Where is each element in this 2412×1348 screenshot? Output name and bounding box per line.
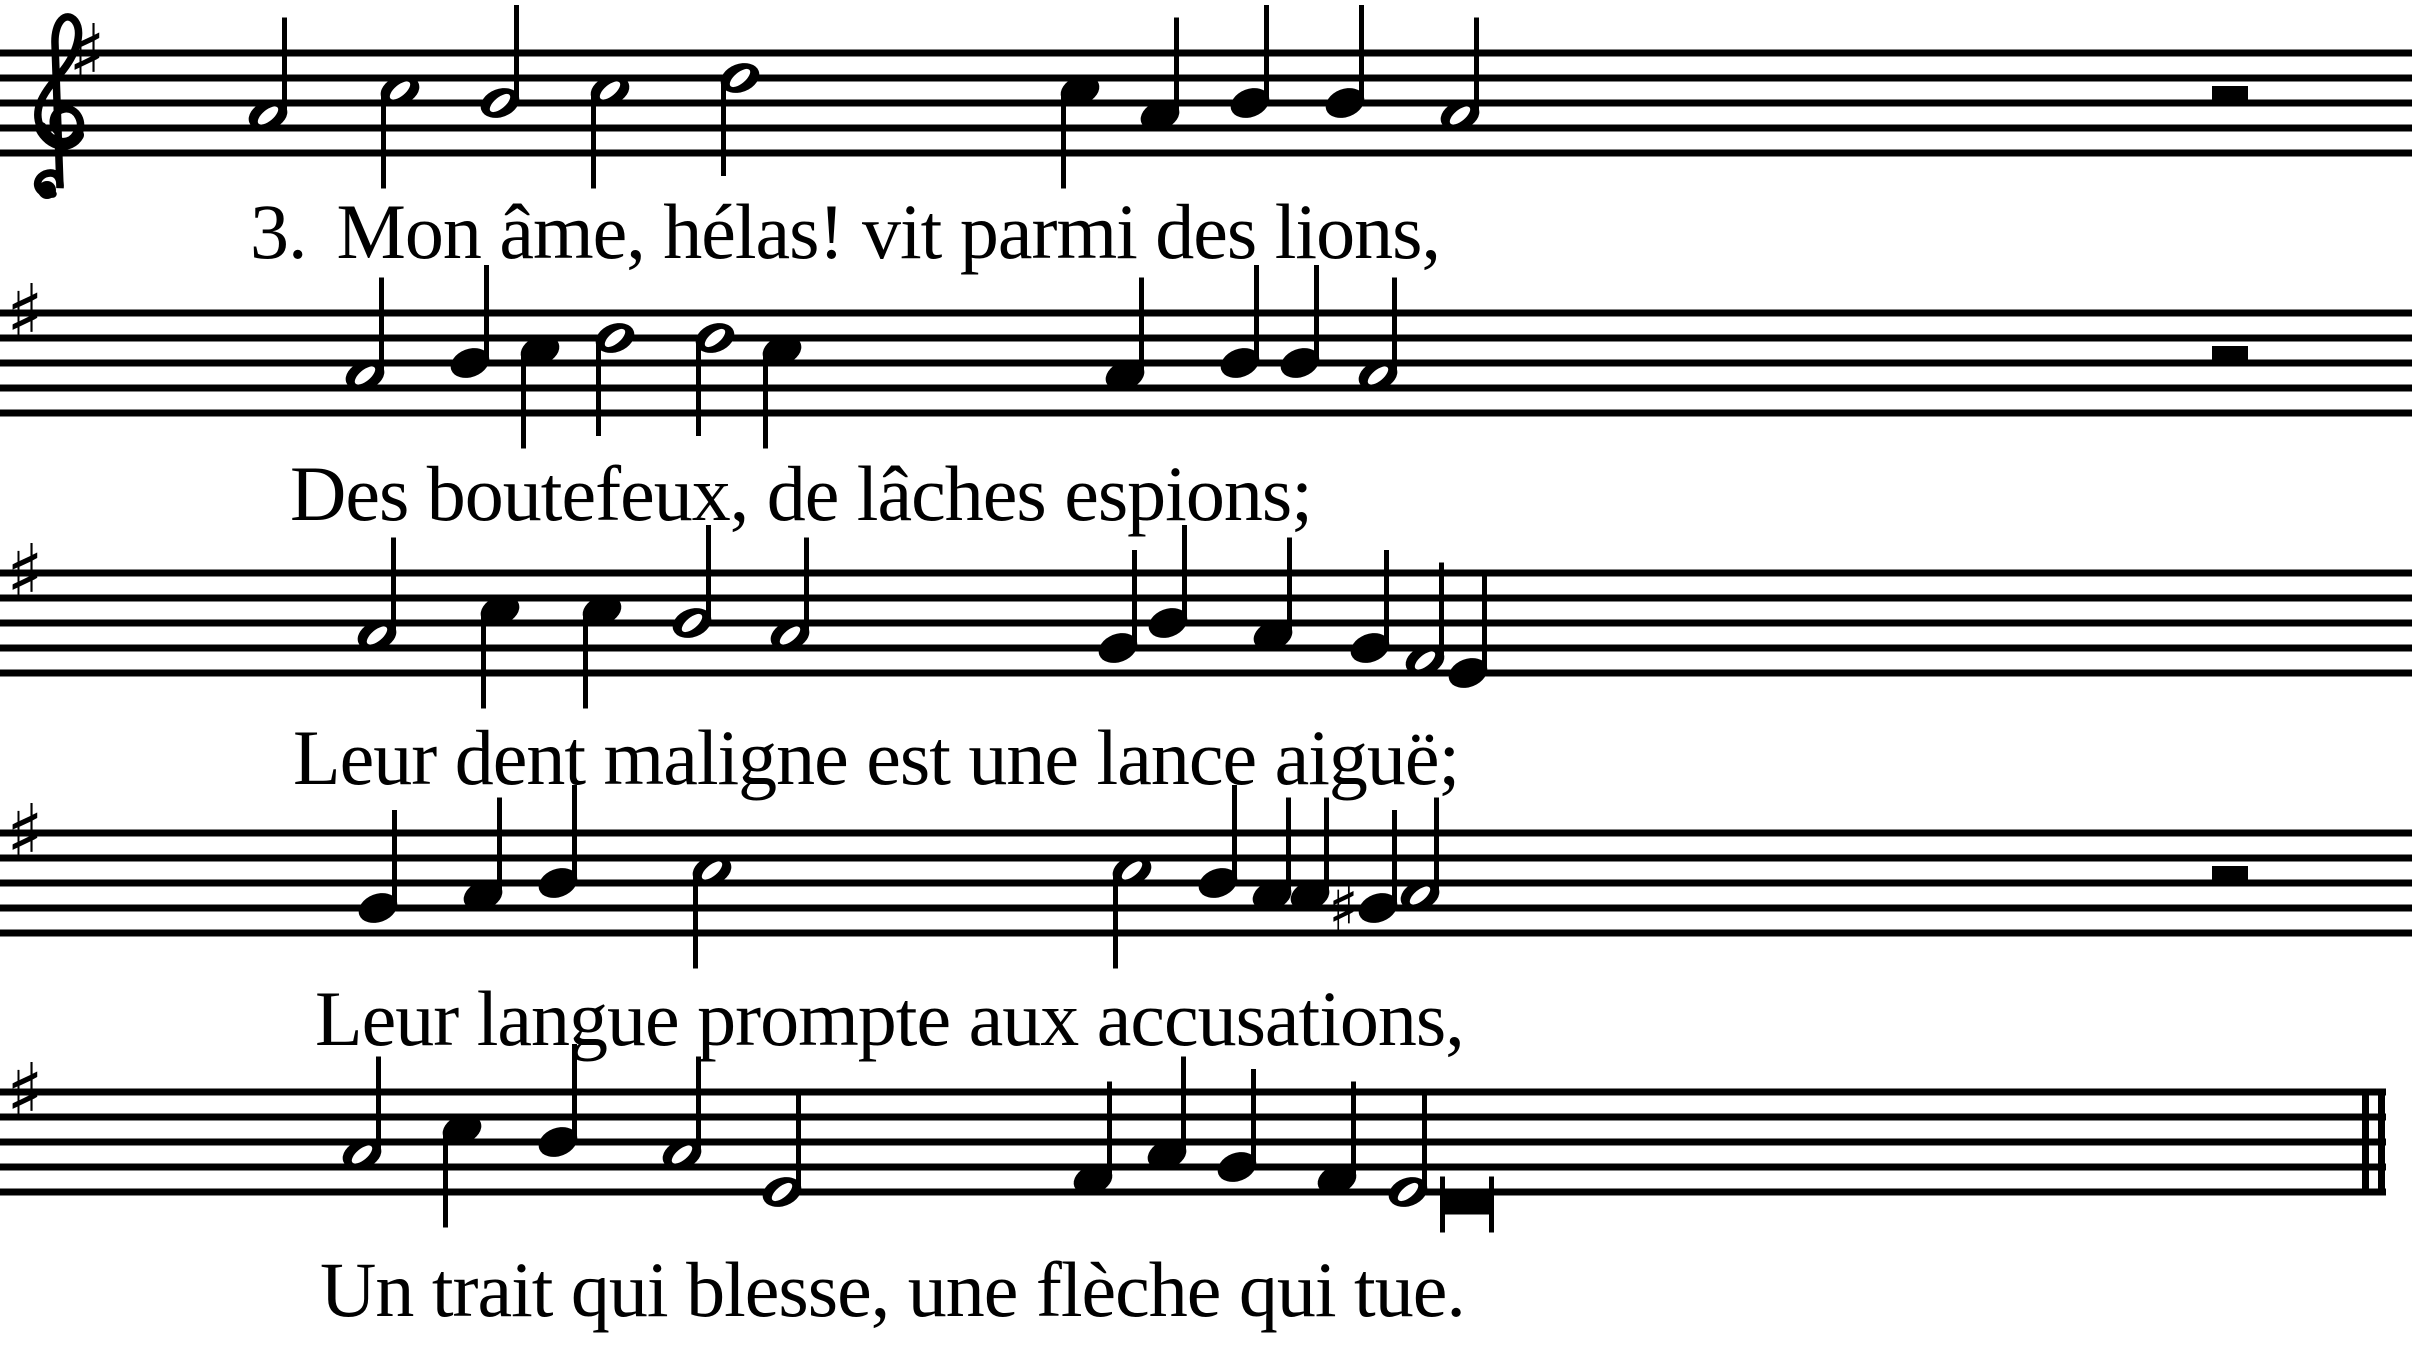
note-stem	[1359, 5, 1364, 101]
lyric-text-5: Un trait qui blesse, une flèche qui tue.	[320, 1246, 1465, 1333]
staff-line	[0, 150, 2412, 157]
note-d5	[691, 318, 738, 436]
key-signature-sharp-icon: ♯	[68, 9, 106, 99]
note-stem	[514, 5, 519, 101]
staff-line	[0, 410, 2412, 417]
staff-line	[0, 335, 2412, 342]
lyric-text-1: Mon âme, hélas! vit parmi des lions,	[336, 188, 1440, 275]
lyric-line-3	[293, 714, 1460, 801]
note-stem	[1113, 873, 1118, 969]
note-stem	[1392, 278, 1397, 374]
staff-line	[0, 50, 2412, 57]
note-stem	[1286, 798, 1291, 894]
note-stem	[693, 873, 698, 969]
lyric-line-2	[290, 450, 1312, 537]
note-stem	[583, 613, 588, 709]
note-stem	[1422, 1094, 1427, 1190]
key-signature-sharp-icon: ♯	[6, 529, 44, 619]
lyric-text-2: Des boutefeux, de lâches espions;	[290, 450, 1312, 537]
staff-line	[0, 670, 2412, 677]
note-stem	[282, 18, 287, 114]
note-e4	[1384, 1094, 1431, 1212]
lyric-line-4	[315, 975, 1464, 1062]
note-stem	[1139, 278, 1144, 374]
note-stem	[591, 93, 596, 189]
half-rest-icon	[2212, 866, 2248, 880]
note-stem	[1254, 265, 1259, 361]
note-b4	[446, 265, 493, 383]
note-stem	[379, 278, 384, 374]
longa-bar	[1440, 1177, 1445, 1233]
note-stem	[1434, 798, 1439, 894]
staff-line	[0, 855, 2412, 862]
note-stem	[1181, 1057, 1186, 1153]
note-stem	[391, 538, 396, 634]
note-stem	[1264, 5, 1269, 101]
note-stem	[596, 340, 601, 436]
longa-notehead	[1445, 1195, 1489, 1215]
note-stem	[1251, 1069, 1256, 1165]
staff-system-4	[0, 785, 2412, 969]
final-barline	[2362, 1089, 2369, 1196]
staff-line	[0, 930, 2412, 937]
note-stem	[1482, 575, 1487, 671]
note-g4	[1213, 1069, 1260, 1187]
note-b4	[1321, 5, 1368, 123]
longa-bar	[1489, 1177, 1494, 1233]
note-b4	[476, 5, 523, 123]
note-b4	[534, 785, 581, 903]
note-stem	[443, 1132, 448, 1228]
note-stem	[1392, 810, 1397, 906]
note-stem	[1439, 563, 1444, 659]
note-b4	[1194, 785, 1241, 903]
note-d4	[1440, 1177, 1494, 1233]
note-d5	[591, 318, 638, 436]
staff-line	[0, 620, 2412, 627]
lyric-text-4: Leur langue prompte aux accusations,	[315, 975, 1464, 1062]
staff-system-1	[0, 5, 2412, 199]
half-rest-icon	[2212, 346, 2248, 360]
note-stem	[392, 810, 397, 906]
note-stem	[1474, 18, 1479, 114]
note-stem	[484, 265, 489, 361]
sharp-accidental-icon: ♯	[1328, 872, 1359, 946]
key-signature-sharp-icon: ♯	[6, 269, 44, 359]
note-stem	[696, 1057, 701, 1153]
staff-line	[0, 75, 2412, 82]
note-stem	[1182, 525, 1187, 621]
staff-line	[0, 1189, 2386, 1196]
lyric-text-3: Leur dent maligne est une lance aiguë;	[293, 714, 1460, 801]
note-g4	[354, 810, 401, 928]
staff-line	[0, 830, 2412, 837]
note-stem	[497, 798, 502, 894]
note-stem	[696, 340, 701, 436]
staff-line	[0, 310, 2412, 317]
note-stem	[1384, 550, 1389, 646]
note-d5	[716, 58, 763, 176]
note-g4	[1346, 550, 1393, 668]
note-e4	[1444, 575, 1491, 693]
note-g4	[1094, 550, 1141, 668]
note-stem	[481, 613, 486, 709]
note-stem	[1314, 265, 1319, 361]
staff-line	[0, 125, 2412, 132]
note-e4	[758, 1094, 805, 1212]
staff-system-5	[0, 1044, 2386, 1233]
key-signature-sharp-icon: ♯	[6, 1048, 44, 1138]
staff-line	[0, 100, 2412, 107]
note-b4	[1276, 265, 1323, 383]
half-rest-icon	[2212, 86, 2248, 100]
note-stem	[381, 93, 386, 189]
note-b4	[668, 525, 715, 643]
staff-line	[0, 570, 2412, 577]
staff-line	[0, 595, 2412, 602]
staff-line	[0, 1089, 2386, 1096]
note-b4	[1144, 525, 1191, 643]
note-stem	[1174, 18, 1179, 114]
key-signature-sharp-icon: ♯	[6, 789, 44, 879]
note-b4	[1216, 265, 1263, 383]
note-stem	[1107, 1082, 1112, 1178]
note-stem	[521, 353, 526, 449]
staff-system-2	[0, 265, 2412, 449]
lyric-line-1	[250, 188, 1440, 275]
note-stem	[804, 538, 809, 634]
note-stem	[1132, 550, 1137, 646]
staff-line	[0, 1114, 2386, 1121]
note-stem	[763, 353, 768, 449]
note-stem	[1061, 93, 1066, 189]
lyric-line-5	[320, 1246, 1465, 1333]
note-stem	[376, 1057, 381, 1153]
note-stem	[796, 1094, 801, 1190]
note-stem	[706, 525, 711, 621]
final-barline	[2378, 1089, 2385, 1196]
note-stem	[1287, 538, 1292, 634]
note-stem	[721, 80, 726, 176]
verse-number: 3.	[250, 188, 307, 275]
staff-system-3	[0, 525, 2412, 709]
note-b4	[1226, 5, 1273, 123]
note-stem	[1351, 1082, 1356, 1178]
